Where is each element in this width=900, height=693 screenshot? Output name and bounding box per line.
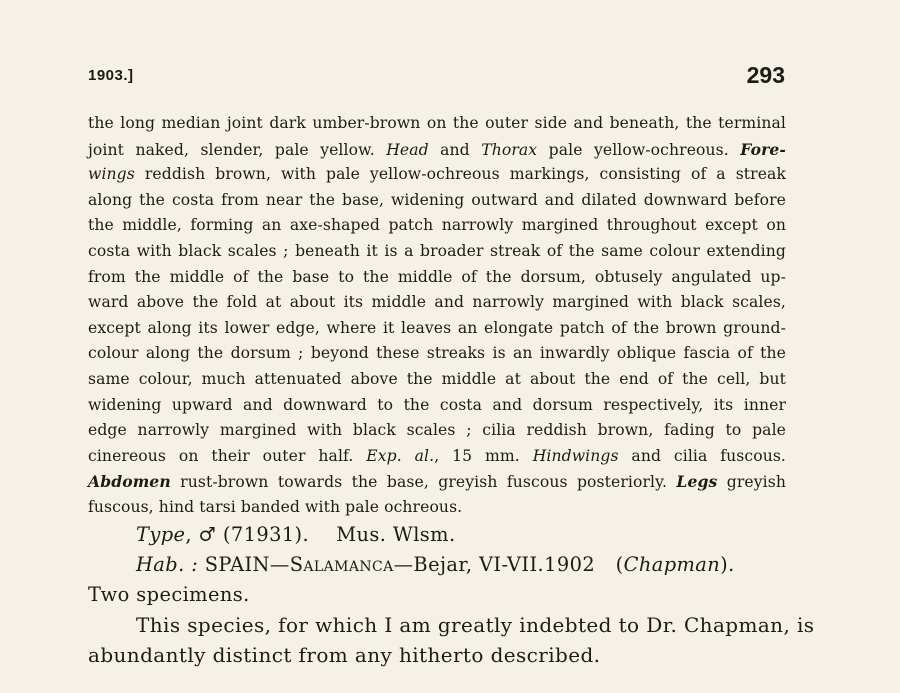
text-run: costa with black scales ; beneath it is a broader streak of the same colour extending — [88, 241, 786, 260]
closing-line-2: abundantly distinct from any hitherto described. — [88, 643, 601, 667]
year-heading: 1903.] — [88, 67, 134, 84]
text-run: same colour, much attenuated above the middle at about the end of the cell, but — [88, 369, 786, 388]
text-run: reddish brown, with pale yellow-ochreous markings, consisting of a streak — [134, 165, 786, 184]
habitat-label: Hab. : — [136, 553, 199, 576]
text-line — [88, 469, 786, 495]
type-label: Type — [136, 523, 186, 546]
text-line — [88, 341, 786, 367]
italic-term: Abdomen — [88, 472, 171, 492]
text-run: widening upward and downward to the costa and dorsum respectively, its inner — [88, 395, 786, 414]
running-head — [88, 62, 785, 92]
text-line — [88, 290, 786, 316]
text-run: rust-brown towards the base, greyish fuscous posteriorly. — [170, 473, 677, 492]
text-line — [88, 418, 786, 444]
text-line — [88, 213, 786, 239]
type-and-habitat-block — [88, 520, 815, 670]
text-line — [88, 111, 786, 137]
text-run: ward above the fold at about its middle and narrowly margined with black scales, — [88, 293, 786, 312]
text-line — [88, 137, 786, 163]
text-run: colour along the dorsum ; beyond these streaks is an inwardly oblique fascia of the — [88, 344, 786, 363]
habitat-country: SPAIN — [204, 553, 270, 576]
male-symbol-icon: ♂ — [198, 523, 217, 546]
habitat-line: Hab. : SPAIN—Salamanca—Bejar, VI-VII.1902 (Chapman). — [136, 553, 735, 576]
text-line — [88, 367, 786, 393]
text-line — [88, 162, 786, 188]
collection-date: VI-VII.1902 — [479, 553, 596, 576]
collection-name: Mus. Wlsm. — [336, 523, 456, 546]
italic-term: wings — [88, 165, 135, 184]
text-run: greyish — [717, 473, 787, 492]
italic-term: Legs — [676, 472, 718, 492]
type-number: (71931). — [222, 523, 310, 546]
habitat-locality: —Bejar, — [393, 553, 473, 576]
collector-name: Chapman — [623, 553, 721, 576]
habitat-province: Salamanca — [289, 553, 394, 576]
page-number: 293 — [746, 62, 785, 88]
italic-term: Thorax — [481, 140, 538, 159]
italic-term: Head — [386, 140, 429, 159]
italic-term: Fore- — [740, 139, 786, 159]
text-run: , 15 mm. — [434, 446, 533, 465]
text-run: and cilia fuscous. — [618, 446, 786, 465]
text-run: cinereous on their outer half. — [88, 446, 367, 465]
text-line — [88, 188, 786, 214]
text-run: along the costa from near the base, widening outward and dilated downward before — [88, 190, 786, 209]
text-run: the long median joint dark umber-brown on the outer side and beneath, the terminal — [88, 114, 786, 132]
text-run: joint naked, slender, pale yellow. — [88, 140, 387, 159]
text-run: edge narrowly margined with black scales ; cilia reddish brown, fading to pale — [88, 421, 786, 440]
italic-term: Exp. al. — [366, 446, 435, 465]
text-run: from the middle of the base to the middle of the dorsum, obtusely angulated up- — [88, 267, 786, 286]
text-line — [88, 265, 786, 291]
type-comma: , — [185, 523, 199, 546]
italic-term: Hindwings — [532, 446, 619, 465]
text-run: except along its lower edge, where it leaves an elongate patch of the brown ground- — [88, 318, 786, 337]
text-line — [88, 393, 786, 419]
type-line — [88, 520, 788, 550]
text-run: pale yellow-ochreous. — [537, 140, 741, 159]
text-run: fuscous, hind tarsi banded with pale ochreous. — [88, 497, 463, 516]
text-line — [88, 316, 786, 342]
closing-line-1: This species, for which I am greatly indebted to Dr. Chapman, is — [136, 613, 815, 637]
text-line — [88, 495, 786, 521]
text-run: and — [428, 140, 482, 159]
text-run: the middle, forming an axe-shaped patch narrowly margined throughout except on — [88, 216, 786, 235]
text-line — [88, 444, 786, 470]
text-line — [88, 239, 786, 265]
description-paragraph — [88, 111, 786, 521]
specimens-line: Two specimens. — [88, 583, 250, 606]
